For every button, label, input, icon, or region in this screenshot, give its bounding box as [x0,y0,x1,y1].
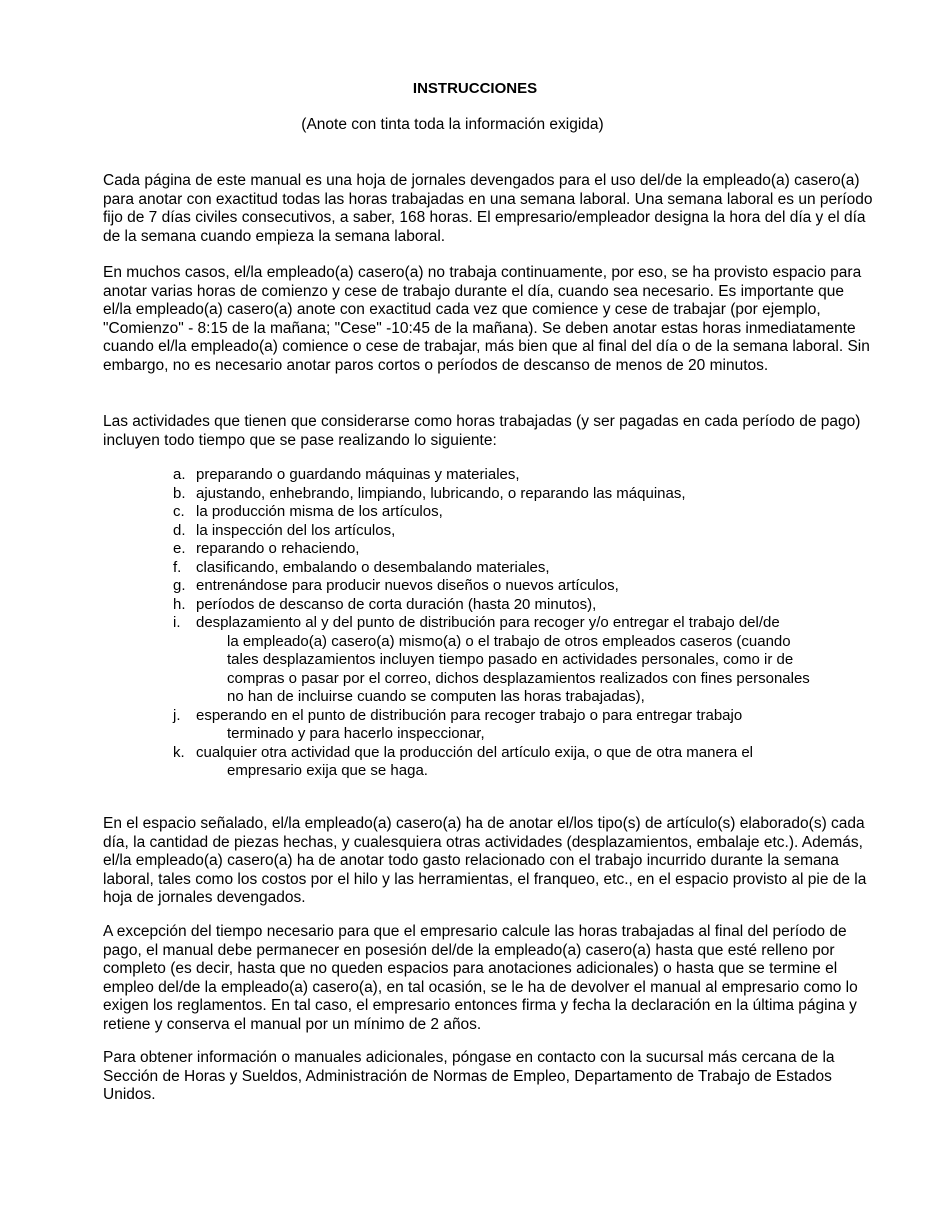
list-item-text: terminado y para hacerlo inspeccionar, [227,725,485,742]
list-item-marker: b. [173,484,186,502]
list-item-text: empresario exija que se haga. [227,762,428,779]
paragraph-manual-possession: A excepción del tiempo necesario para que el empresario calcule las horas trabajadas al final del período de pago, el manual debe permanecer en posesión del/de la empleado(a) casero(a) hasta que esté relleno por completo (es decir, hasta que no queden espacios para anotaciones adicionales) o hasta que se termine el empleo del/de la empleado(a) casero(a), en tal ocasión, se le ha de devolver el manual al empresario como lo exigen los reglamentos. En tal caso, el empresario entonces firma y fecha la declaración en la última página y retiene y conserva el manual por un mínimo de 2 años. [103,923,858,1033]
list-item [173,707,873,744]
paragraph-articles-expenses: En el espacio señalado, el/la empleado(a) casero(a) ha de anotar el/los tipo(s) de artículo(s) elaborado(s) cada día, la cantidad de piezas hechas, y cualesquiera otras actividades (desplazamientos, embalaje etc.). Además, el/la empleado(a) casero(a) ha de anotar todo gasto relacionado con el trabajo incurrido durante la semana laboral, tales como los costos por el hilo y las herramientas, el franqueo, etc., en el espacio provisto al pie de la hoja de jornales devengados. [103,815,867,907]
paragraph-contact-info: Para obtener información o manuales adicionales, póngase en contacto con la sucursal más cercana de la Sección de Horas y Sueldos, Administración de Normas de Empleo, Departamento de Trabajo de Estados Unidos. [103,1049,835,1104]
list-item-marker: a. [173,466,186,483]
list-item-marker: i. [173,614,181,631]
list-item-marker: f. [173,558,182,576]
list-item-text: la empleado(a) casero(a) mismo(a) o el trabajo de otros empleados caseros (cuando [227,632,791,650]
list-item-text: la inspección del los artículos, [196,521,396,539]
paragraph-start-stop-times: En muchos casos, el/la empleado(a) casero(a) no trabaja continuamente, por eso, se ha provisto espacio para anotar varias horas de comienzo y cese de trabajo durante el día, cuando sea necesario. Es importante que el/la empleado(a) casero(a) anote con exactitud cada vez que comience y cese de trabajar (por ejemplo, "Comienzo" - 8:15 de la mañana; "Cese" -10:45 de la mañana). Se deben anotar estas horas inmediatamente cuando el/la empleado(a) comience o cese de trabajar, más bien que al final del día o de la semana laboral. Sin embargo, no es necesario anotar paros cortos o períodos de descanso de menos de 20 minutos. [103,264,870,374]
list-item-text: ajustando, enhebrando, limpiando, lubricando, o reparando las máquinas, [196,484,686,502]
list-item-text: compras o pasar por el correo, dichos desplazamientos realizados con fines personales [227,669,810,687]
list-item [173,559,873,578]
list-item-marker: c. [173,503,185,520]
list-item-marker: e. [173,540,186,557]
list-item [173,614,873,707]
list-item [173,744,873,781]
activities-list [173,466,873,781]
list-item-text: períodos de descanso de corta duración (hasta 20 minutos), [196,595,597,613]
list-item-text: tales desplazamientos incluyen tiempo pasado en actividades personales, como ir de [227,651,794,668]
list-item [173,466,873,485]
list-item-text: la producción misma de los artículos, [196,503,443,520]
list-item [173,522,873,541]
list-item [173,485,873,504]
list-item-text: desplazamiento al y del punto de distribución para recoger y/o entregar el trabajo del/de [196,614,780,631]
list-item-marker: k. [173,743,185,761]
list-item-text: reparando o rehaciendo, [196,540,360,557]
list-item-text: esperando en el punto de distribución para recoger trabajo o para entregar trabajo [196,706,743,724]
list-item [173,540,873,559]
list-item-text: clasificando, embalando o desembalando materiales, [196,558,550,576]
list-item [173,503,873,522]
paragraph-workweek: Cada página de este manual es una hoja de jornales devengados para el uso del/de la empleado(a) casero(a) para anotar con exactitud todas las horas trabajadas en una semana laboral. Una semana laboral es un período fijo de 7 días civiles consecutivos, a saber, 168 horas. El empresario/empleador designa la hora del día y el día de la semana cuando empieza la semana laboral. [103,172,873,245]
list-item-marker: h. [173,595,186,613]
document-subtitle: (Anote con tinta toda la información exigida) [301,116,604,133]
list-item-text: cualquier otra actividad que la producción del artículo exija, o que de otra manera el [196,743,754,761]
list-item-text: no han de incluirse cuando se computen las horas trabajadas), [227,688,645,705]
list-item-text: preparando o guardando máquinas y materiales, [196,466,520,483]
list-item-marker: d. [173,521,186,539]
paragraph-activities-intro: Las actividades que tienen que considerarse como horas trabajadas (y ser pagadas en cada período de pago) incluyen todo tiempo que se pase realizando lo siguiente: [103,413,861,449]
list-item-marker: g. [173,577,186,594]
list-item [173,596,873,615]
list-item-text: entrenándose para producir nuevos diseños o nuevos artículos, [196,577,619,594]
document-title: INSTRUCCIONES [412,80,538,97]
list-item [173,577,873,596]
list-item-marker: j. [173,706,181,724]
